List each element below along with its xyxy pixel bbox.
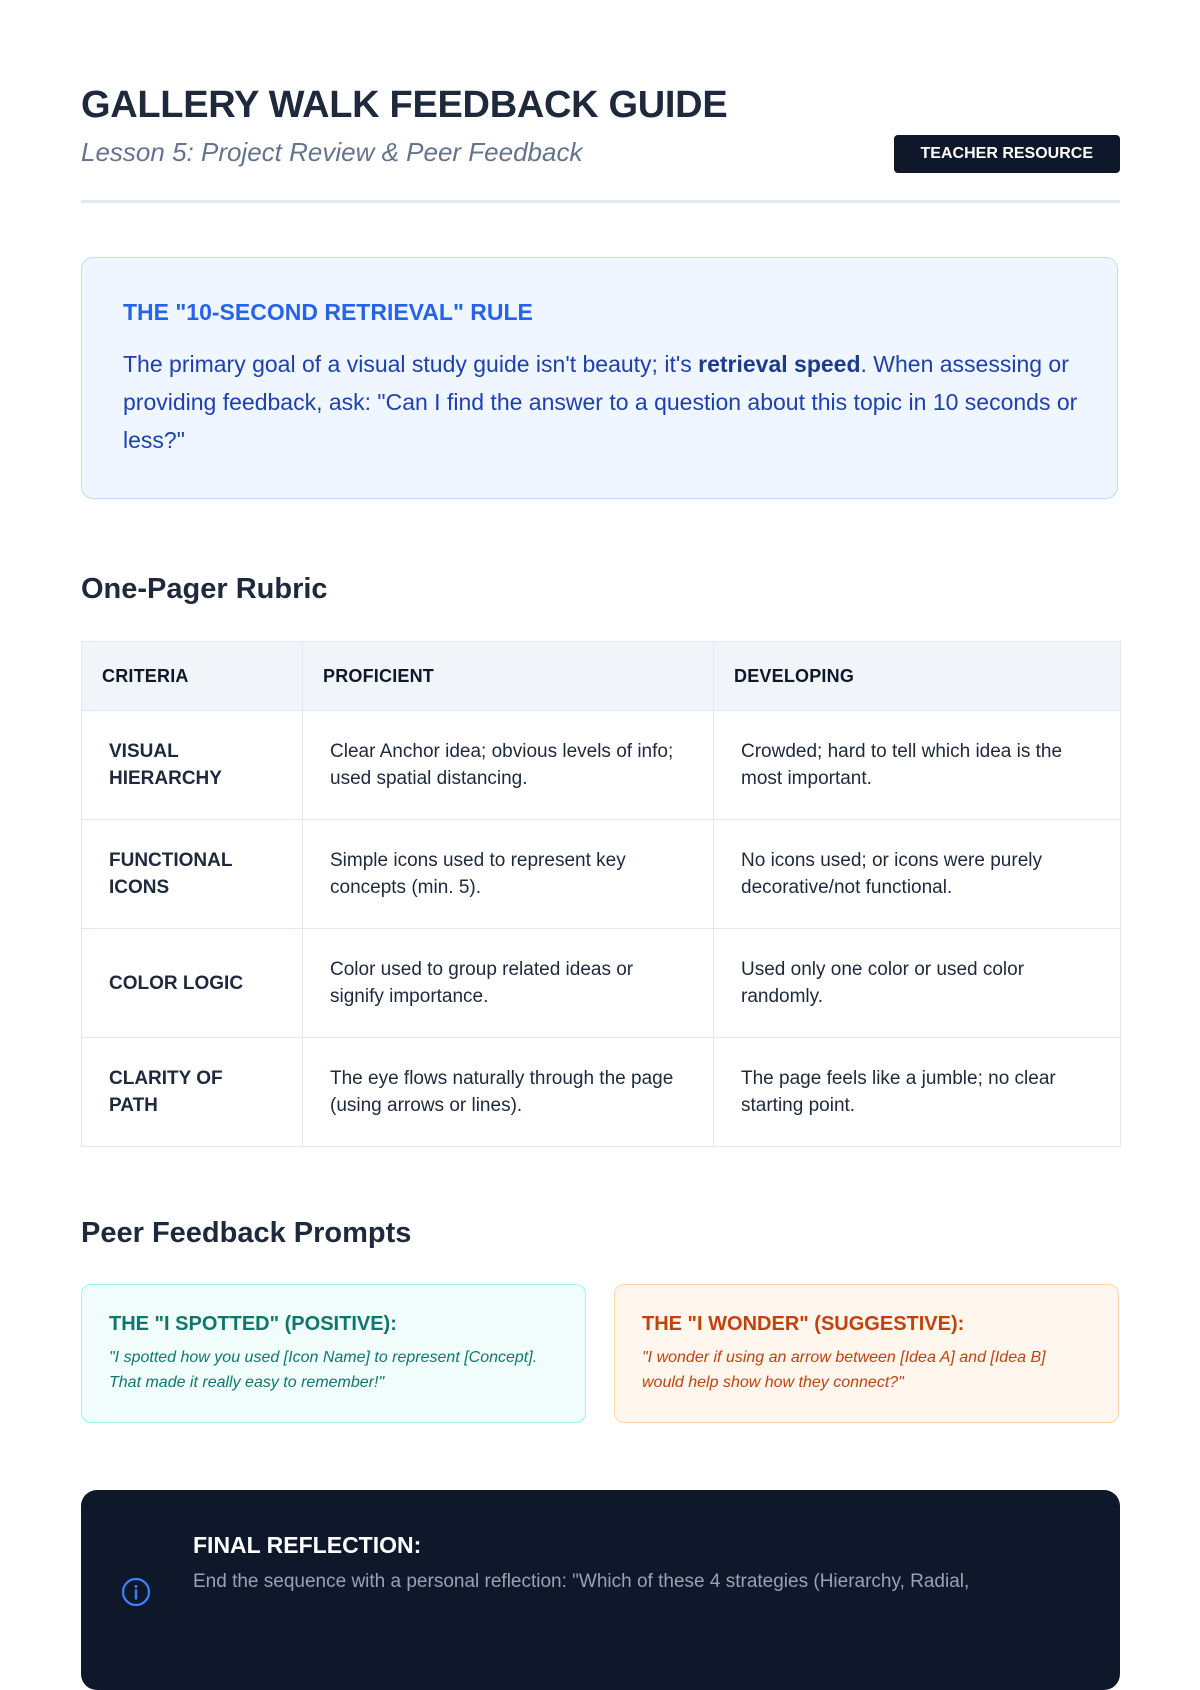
column-header-criteria: CRITERIA [82, 642, 303, 711]
rubric-table [81, 641, 1121, 1147]
criteria-cell: VISUAL HIERARCHY [82, 711, 303, 820]
table-row [82, 820, 1121, 929]
column-header-proficient: PROFICIENT [303, 642, 714, 711]
table-row [82, 1038, 1121, 1147]
developing-cell: Used only one color or used color randomly. [714, 929, 1121, 1038]
peer-feedback-heading: Peer Feedback Prompts [81, 1217, 412, 1249]
table-row [82, 711, 1121, 820]
callout-body-start: The primary goal of a visual study guide isn't beauty; it's [123, 351, 699, 377]
proficient-cell: Clear Anchor idea; obvious levels of info; used spatial distancing. [303, 711, 714, 820]
callout-body-emphasis: retrieval speed [698, 351, 861, 377]
info-icon [121, 1577, 151, 1607]
rubric-heading: One-Pager Rubric [81, 573, 328, 605]
criteria-cell: COLOR LOGIC [82, 929, 303, 1038]
developing-cell: No icons used; or icons were purely decorative/not functional. [714, 820, 1121, 929]
final-reflection-panel [81, 1490, 1120, 1690]
table-row [82, 929, 1121, 1038]
page-subtitle: Lesson 5: Project Review & Peer Feedback [81, 137, 583, 167]
proficient-cell: Color used to group related ideas or signify importance. [303, 929, 714, 1038]
i-wonder-title: THE "I WONDER" (SUGGESTIVE): [642, 1313, 965, 1335]
header-divider [81, 200, 1120, 203]
i-spotted-prompt-card [81, 1284, 586, 1423]
column-header-developing: DEVELOPING [714, 642, 1121, 711]
i-wonder-prompt-card [614, 1284, 1119, 1423]
developing-cell: The page feels like a jumble; no clear starting point. [714, 1038, 1121, 1147]
page-title: GALLERY WALK FEEDBACK GUIDE [81, 84, 728, 126]
i-spotted-title: THE "I SPOTTED" (POSITIVE): [109, 1313, 397, 1335]
retrieval-rule-callout [81, 257, 1118, 499]
rubric-header-row [82, 642, 1121, 711]
developing-cell: Crowded; hard to tell which idea is the most important. [714, 711, 1121, 820]
proficient-cell: Simple icons used to represent key concepts (min. 5). [303, 820, 714, 929]
i-spotted-text: "I spotted how you used [Icon Name] to represent [Concept]. That made it really easy to remember!" [109, 1349, 538, 1391]
reflection-text: End the sequence with a personal reflection: "Which of these 4 strategies (Hierarchy, Radial, [193, 1571, 970, 1592]
criteria-cell: FUNCTIONAL ICONS [82, 820, 303, 929]
callout-body [123, 345, 1083, 459]
reflection-title: FINAL REFLECTION: [193, 1532, 422, 1558]
i-wonder-text: "I wonder if using an arrow between [Idea A] and [Idea B] would help show how they connect?" [642, 1349, 1046, 1391]
teacher-resource-badge: TEACHER RESOURCE [894, 135, 1120, 173]
callout-title: THE "10-SECOND RETRIEVAL" RULE [123, 299, 533, 325]
criteria-cell: CLARITY OF PATH [82, 1038, 303, 1147]
proficient-cell: The eye flows naturally through the page (using arrows or lines). [303, 1038, 714, 1147]
callout-body-end: . When assessing or providing feedback, ask: "Can I find the answer to a question about this topic in 10 seconds or less?" [123, 351, 1078, 453]
